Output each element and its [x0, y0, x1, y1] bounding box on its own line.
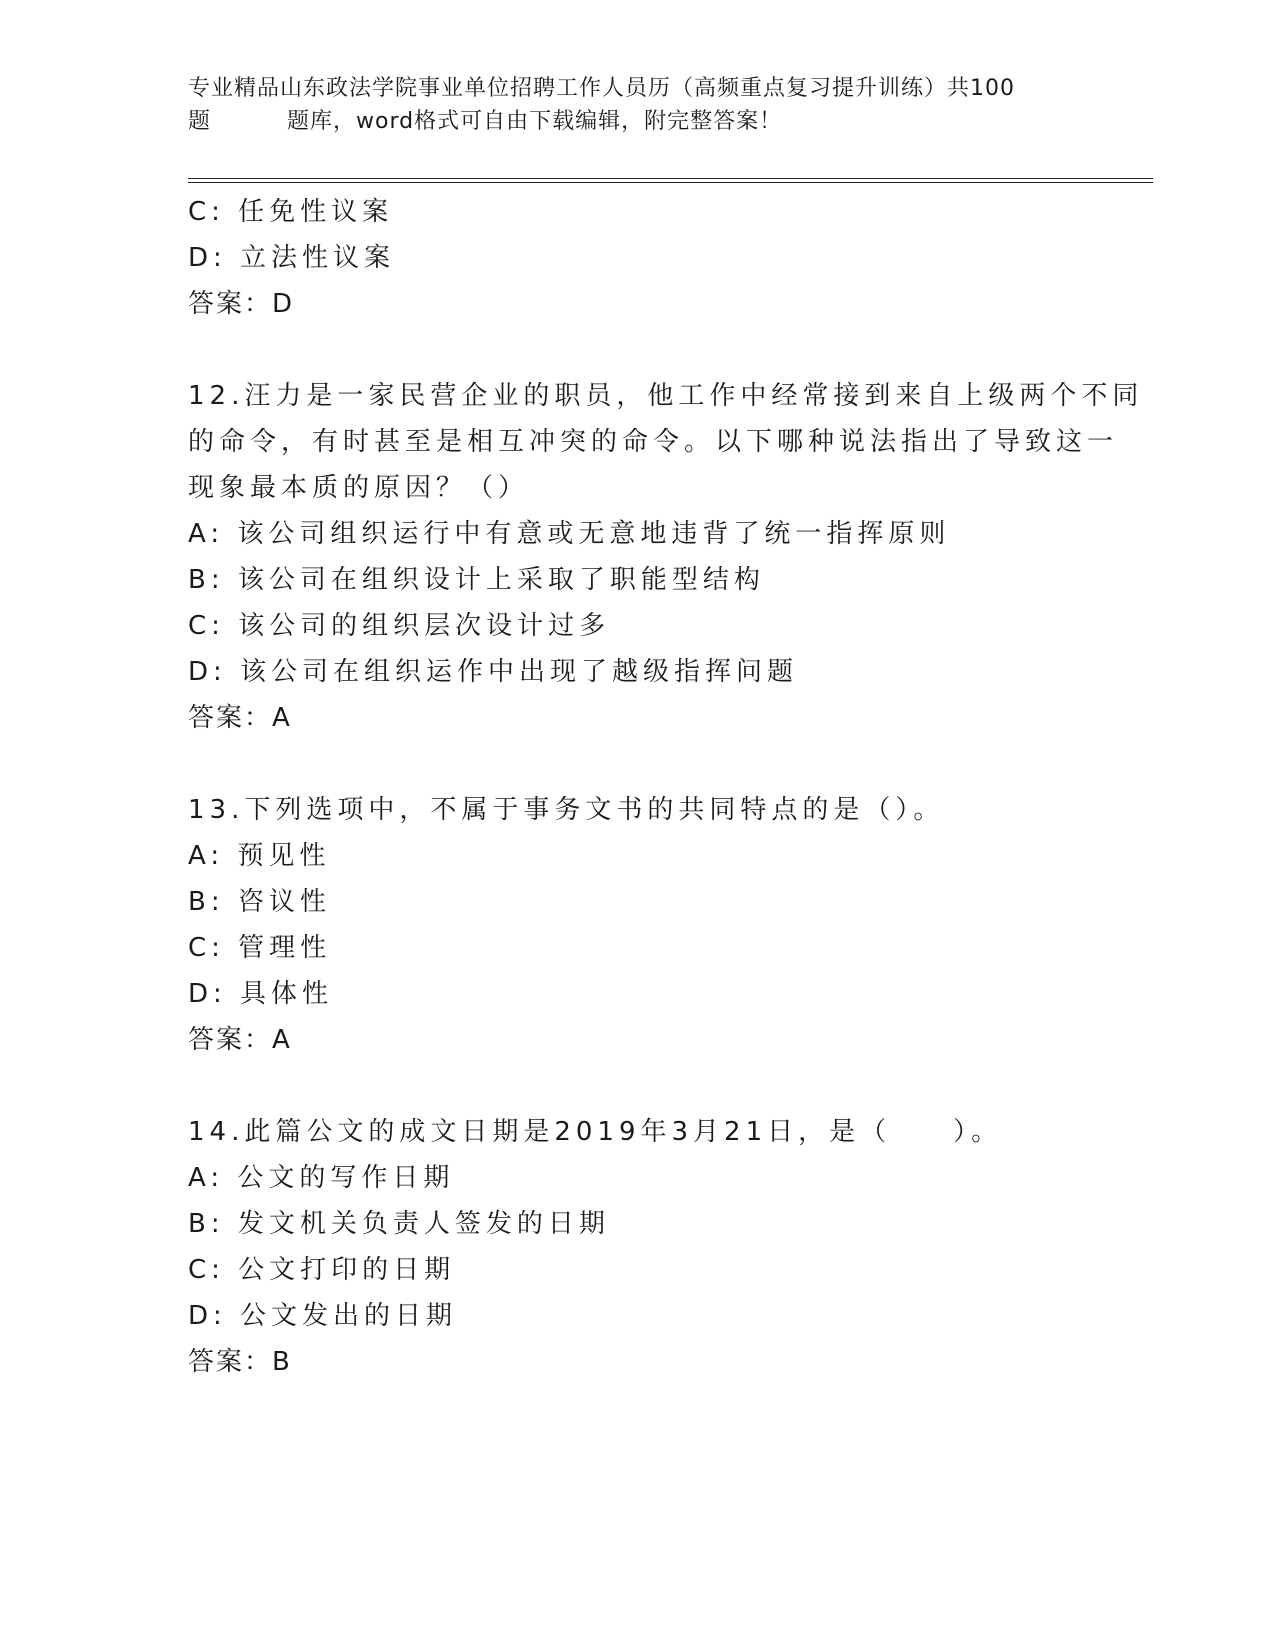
question-stem-line: 12.汪力是一家民营企业的职员，他工作中经常接到来自上级两个不同: [188, 381, 1144, 411]
option-c: C: 任免性议案: [188, 197, 394, 227]
question-12: [188, 373, 1144, 741]
answer: 答案：D: [188, 289, 295, 319]
question-stem-line: 的命令，有时甚至是相互冲突的命令。以下哪种说法指出了导致这一: [188, 427, 1119, 457]
question-stem-line: 14.此篇公文的成文日期是2019年3月21日，是（ ）。: [188, 1117, 1003, 1147]
option-a: A: 公文的写作日期: [188, 1163, 455, 1193]
option-d: D: 该公司在组织运作中出现了越级指挥问题: [188, 657, 799, 687]
option-c: C: 公文打印的日期: [188, 1255, 456, 1285]
header-divider-bottom: [188, 182, 1153, 183]
page-header: [188, 72, 1088, 138]
question-11-tail: [188, 189, 1088, 327]
option-a: A: 该公司组织运行中有意或无意地违背了统一指挥原则: [188, 519, 951, 549]
answer: 答案：A: [188, 1025, 292, 1055]
header-title-line1: 专业精品山东政法学院事业单位招聘工作人员历（高频重点复习提升训练）共100: [188, 76, 1015, 101]
header-title-line2-left: 题: [188, 109, 212, 134]
header-title-line2: [188, 105, 1088, 138]
option-d: D: 公文发出的日期: [188, 1301, 458, 1331]
answer: 答案：A: [188, 703, 292, 733]
option-c: C: 管理性: [188, 933, 332, 963]
option-c: C: 该公司的组织层次设计过多: [188, 611, 611, 641]
answer: 答案：B: [188, 1347, 292, 1377]
option-b: B: 咨议性: [188, 887, 331, 917]
question-13: [188, 787, 1088, 1063]
option-b: B: 该公司在组织设计上采取了职能型结构: [188, 565, 765, 595]
option-d: D: 具体性: [188, 979, 334, 1009]
option-b: B: 发文机关负责人签发的日期: [188, 1209, 610, 1239]
question-14: [188, 1109, 1088, 1385]
header-divider-top: [188, 178, 1153, 179]
question-list: [188, 189, 1144, 1385]
question-stem-line: 13.下列选项中，不属于事务文书的共同特点的是（）。: [188, 795, 945, 825]
question-stem-line: 现象最本质的原因？（）: [188, 473, 530, 503]
option-d: D: 立法性议案: [188, 243, 396, 273]
option-a: A: 预见性: [188, 841, 331, 871]
header-title-line2-right: 题库，word格式可自由下载编辑，附完整答案！: [287, 109, 783, 134]
